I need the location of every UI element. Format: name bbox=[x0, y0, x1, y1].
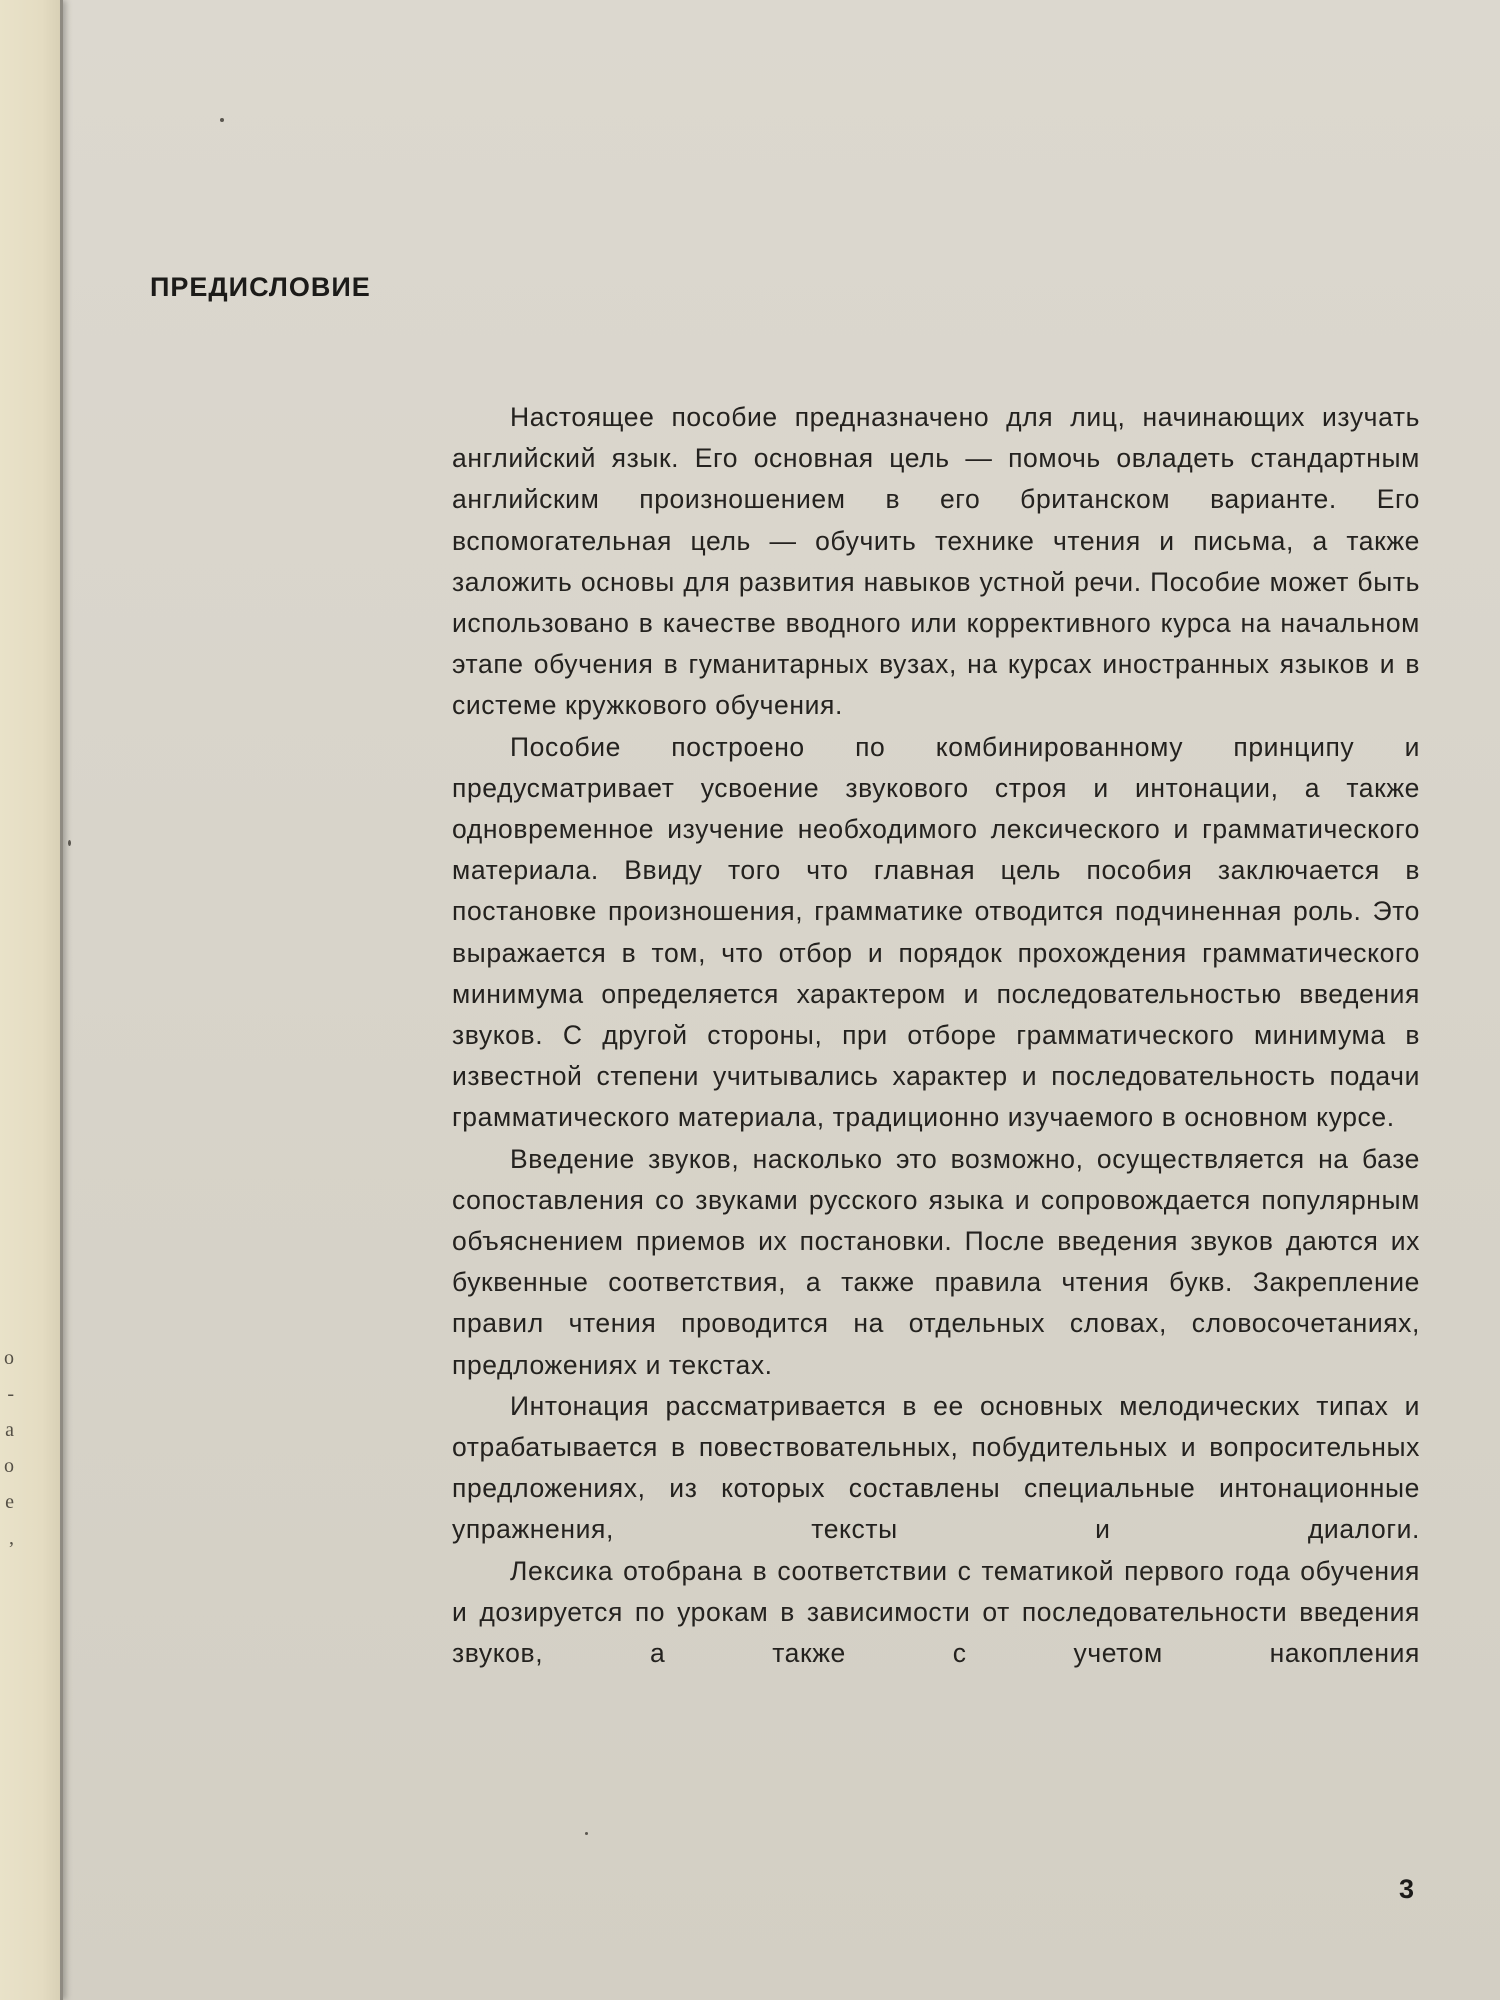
prev-fragment: е bbox=[5, 1491, 14, 1513]
prev-fragment: - bbox=[7, 1383, 14, 1405]
paragraph-5: Лексика отобрана в соответствии с тематикой первого года обучения и дозируется по урокам в зависимости от последовательности введения звуков, а также с учетом накопления bbox=[452, 1555, 1420, 1669]
prev-fragment: о bbox=[4, 1347, 14, 1369]
paper-speck bbox=[585, 1832, 588, 1835]
paragraph-1: Настоящее пособие предназначено для лиц, начинающих изучать английский язык. Его основная цель — помочь овладеть стандартным английским произношением в его британском варианте. Его вспомогательная цель — обучить технике чтения и письма, а также заложить основы для развития навыков устной речи. Пособие может быть использовано в качестве вводного или коррективного курса на начальном этапе обучения в гуманитарных вузах, на курсах иностранных языков и в системе кружкового обучения. bbox=[452, 402, 1420, 721]
preface-body bbox=[452, 397, 1420, 1674]
paragraph-2: Пособие построено по комбинированному принципу и предусматривает усвоение звукового строя и интонации, а также одновременное изучение необходимого лексического и грамматического материала. Ввиду того что главная цель пособия заключается в постановке произношения, грамматике отводится подчиненная роль. Это выражается в том, что отбор и порядок прохождения грамматического минимума определяется характером и последовательностью введения звуков. С другой стороны, при отборе грамматического минимума в известной степени учитывались характер и последовательность подачи грамматического материала, традиционно изучаемого в основном курсе. bbox=[452, 731, 1420, 1133]
paper-speck bbox=[68, 840, 71, 846]
paragraph-4: Интонация рассматривается в ее основных мелодических типах и отрабатывается в повествовательных, побудительных и вопросительных предложениях, из которых составлены специальные интонационные упражнения, тексты и диалоги. bbox=[452, 1390, 1420, 1545]
paragraph-3: Введение звуков, насколько это возможно, осуществляется на базе сопоставления со звуками русского языка и сопровождается популярным объяснением приемов их постановки. После введения звуков даются их буквенные соответствия, а также правила чтения букв. Закрепление правил чтения проводится на отдельных словах, словосочетаниях, предложениях и текстах. bbox=[452, 1143, 1420, 1380]
prev-fragment: а bbox=[5, 1419, 14, 1441]
section-heading: ПРЕДИСЛОВИЕ bbox=[150, 272, 371, 302]
page-number: 3 bbox=[1399, 1874, 1415, 1904]
previous-page-edge bbox=[0, 0, 63, 2000]
previous-page-text-fragments bbox=[0, 1340, 14, 1556]
prev-fragment: о bbox=[4, 1455, 14, 1477]
paper-speck bbox=[220, 118, 224, 122]
prev-fragment: , bbox=[9, 1527, 14, 1549]
